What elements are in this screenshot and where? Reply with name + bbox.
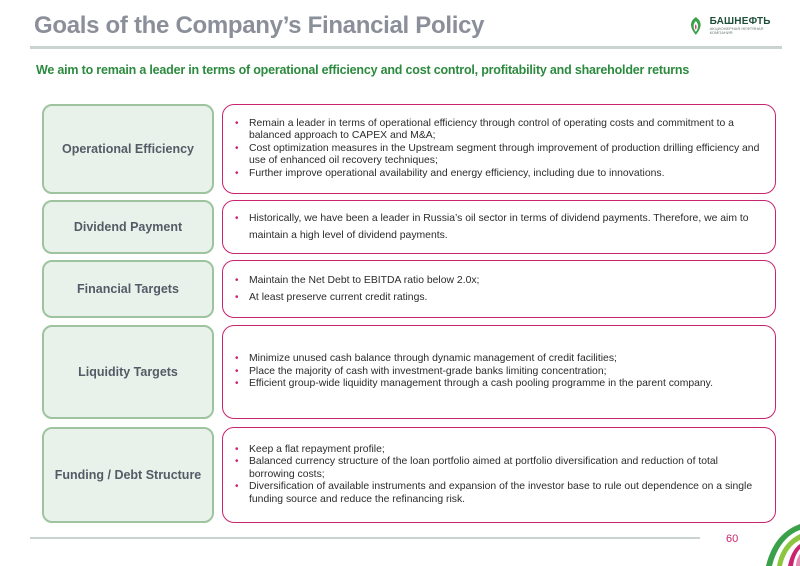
bullet-item: • Balanced currency structure of the loan portfolio aimed at portfolio diversification and reduction of total borrowing costs; (233, 456, 765, 481)
label-dividend-payment: Dividend Payment (42, 200, 214, 254)
title-divider (30, 46, 782, 49)
bullet-list (233, 444, 765, 507)
content-funding-debt-structure (222, 427, 776, 523)
logo-subtitle: АКЦИОНЕРНАЯ НЕФТЯНАЯ КОМПАНИЯ (709, 26, 764, 36)
content-liquidity-targets (222, 325, 776, 419)
bullet-item: • Historically, we have been a leader in Russia’s oil sector in terms of dividend payments. Therefore, we aim to maintain a high level of dividend payments. (233, 210, 765, 244)
logo-title: БАШНЕФТЬ (709, 15, 771, 27)
bullet-list (233, 272, 479, 306)
content-financial-targets (222, 260, 776, 318)
bullet-item: • Minimize unused cash balance through dynamic management of credit facilities; (233, 353, 713, 366)
bullet-item: • Remain a leader in terms of operational efficiency through control of operating costs and commitment to a balanced approach to CAPEX and M&A; (233, 118, 765, 143)
label-funding-debt-structure: Funding / Debt Structure (42, 427, 214, 523)
subtitle: We aim to remain a leader in terms of operational efficiency and cost control, profitability and shareholder returns (36, 63, 690, 77)
footer-divider (30, 537, 700, 539)
bullet-list (233, 210, 765, 244)
bullet-item: • Maintain the Net Debt to EBITDA ratio below 2.0x; (233, 272, 479, 289)
bullet-item: • At least preserve current credit ratings. (233, 289, 479, 306)
label-operational-efficiency: Operational Efficiency (42, 104, 214, 194)
bullet-list (233, 118, 765, 181)
logo-wordmark (710, 17, 786, 36)
content-dividend-payment (222, 200, 776, 254)
bullet-item: • Diversification of available instruments and expansion of the investor base to rule out dependence on a single funding source and reduce the refinancing risk. (233, 481, 765, 506)
page-title: Goals of the Company’s Financial Policy (34, 12, 485, 39)
corner-decoration-icon (744, 516, 800, 566)
bullet-item: • Further improve operational availability and energy efficiency, including due to innovations. (233, 168, 765, 181)
bullet-item: • Place the majority of cash with investment-grade banks limiting concentration; (233, 366, 713, 379)
label-financial-targets: Financial Targets (42, 260, 214, 318)
label-liquidity-targets: Liquidity Targets (42, 325, 214, 419)
bullet-list (233, 353, 713, 391)
bullet-item: • Cost optimization measures in the Upstream segment through improvement of production drilling efficiency and use of enhanced oil recovery techniques; (233, 143, 765, 168)
content-operational-efficiency (222, 104, 776, 194)
bullet-item: • Efficient group-wide liquidity management through a cash pooling programme in the parent company. (233, 378, 713, 391)
page-number: 60 (726, 533, 739, 545)
bullet-item: • Keep a flat repayment profile; (233, 444, 765, 457)
company-logo (686, 14, 786, 38)
logo-leaf-icon (686, 15, 706, 37)
